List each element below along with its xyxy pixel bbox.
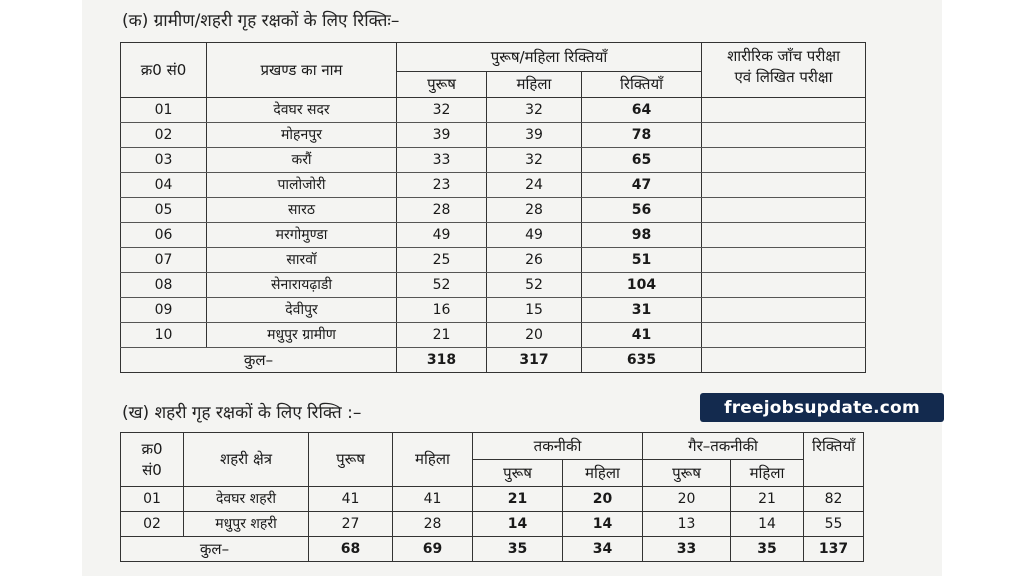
table-row	[121, 323, 866, 348]
table-row	[121, 487, 864, 512]
vacancies-cell: 51	[582, 248, 702, 273]
block-name-cell: मधुपुर ग्रामीण	[207, 323, 397, 348]
male-cell: 23	[397, 173, 487, 198]
total-exam-cell	[702, 348, 866, 373]
technical-female-cell: 20	[563, 487, 643, 512]
header-technical-male: पुरूष	[473, 460, 563, 487]
male-cell: 49	[397, 223, 487, 248]
block-name-cell: सारठ	[207, 198, 397, 223]
vacancies-cell: 31	[582, 298, 702, 323]
exam-cell	[702, 123, 866, 148]
total-label: कुल–	[121, 537, 309, 562]
female-cell: 52	[487, 273, 582, 298]
male-cell: 39	[397, 123, 487, 148]
technical-male-cell: 21	[473, 487, 563, 512]
block-name-cell: करौं	[207, 148, 397, 173]
male-cell: 25	[397, 248, 487, 273]
header-male: पुरूष	[309, 433, 393, 487]
total-non-technical-female: 35	[731, 537, 804, 562]
male-cell: 41	[309, 487, 393, 512]
header-non-technical-female: महिला	[731, 460, 804, 487]
block-name-cell: देवघर सदर	[207, 98, 397, 123]
female-cell: 49	[487, 223, 582, 248]
female-cell: 32	[487, 148, 582, 173]
non-technical-female-cell: 14	[731, 512, 804, 537]
vacancies-cell: 55	[804, 512, 864, 537]
female-cell: 41	[393, 487, 473, 512]
table-row	[121, 123, 866, 148]
total-technical-male: 35	[473, 537, 563, 562]
header-vacancies: रिक्तियाँ	[582, 72, 702, 98]
header-technical: तकनीकी	[473, 433, 643, 460]
female-cell: 24	[487, 173, 582, 198]
vacancies-cell: 65	[582, 148, 702, 173]
male-cell: 21	[397, 323, 487, 348]
vacancies-cell: 82	[804, 487, 864, 512]
table-row	[121, 148, 866, 173]
table-row	[121, 223, 866, 248]
header-male: पुरूष	[397, 72, 487, 98]
total-label: कुल–	[121, 348, 397, 373]
vacancies-cell: 47	[582, 173, 702, 198]
serial-cell: 10	[121, 323, 207, 348]
female-cell: 28	[487, 198, 582, 223]
total-vacancies: 137	[804, 537, 864, 562]
urban-area-cell: मधुपुर शहरी	[184, 512, 309, 537]
serial-cell: 03	[121, 148, 207, 173]
serial-cell: 08	[121, 273, 207, 298]
male-cell: 27	[309, 512, 393, 537]
header-serial	[121, 433, 184, 487]
watermark-badge: freejobsupdate.com	[700, 393, 944, 422]
header-serial-line2: सं0	[142, 460, 162, 479]
exam-cell	[702, 273, 866, 298]
header-exam-line1: शारीरिक जाँच परीक्षा	[727, 47, 840, 65]
female-cell: 20	[487, 323, 582, 348]
technical-male-cell: 14	[473, 512, 563, 537]
header-block-name: प्रखण्ड का नाम	[207, 43, 397, 98]
female-cell: 26	[487, 248, 582, 273]
header-vacancies: रिक्तियाँ	[804, 433, 864, 487]
vacancies-cell: 64	[582, 98, 702, 123]
vacancies-cell: 41	[582, 323, 702, 348]
exam-cell	[702, 198, 866, 223]
non-technical-female-cell: 21	[731, 487, 804, 512]
vacancies-cell: 78	[582, 123, 702, 148]
serial-cell: 07	[121, 248, 207, 273]
exam-cell	[702, 223, 866, 248]
total-male: 318	[397, 348, 487, 373]
female-cell: 39	[487, 123, 582, 148]
vacancies-cell: 98	[582, 223, 702, 248]
serial-cell: 09	[121, 298, 207, 323]
exam-cell	[702, 323, 866, 348]
header-non-technical-male: पुरूष	[643, 460, 731, 487]
serial-cell: 05	[121, 198, 207, 223]
vacancies-cell: 56	[582, 198, 702, 223]
male-cell: 52	[397, 273, 487, 298]
block-name-cell: सारवॉ	[207, 248, 397, 273]
header-male-female-vacancies: पुरूष/महिला रिक्तियाँ	[397, 43, 702, 72]
serial-cell: 02	[121, 512, 184, 537]
header-serial-line1: क्र0	[141, 439, 163, 458]
exam-cell	[702, 173, 866, 198]
serial-cell: 01	[121, 98, 207, 123]
male-cell: 28	[397, 198, 487, 223]
exam-cell	[702, 298, 866, 323]
block-name-cell: सेनारायढ़ाडी	[207, 273, 397, 298]
block-name-cell: मरगोमुण्डा	[207, 223, 397, 248]
male-cell: 33	[397, 148, 487, 173]
male-cell: 16	[397, 298, 487, 323]
serial-cell: 02	[121, 123, 207, 148]
table-row	[121, 198, 866, 223]
header-technical-female: महिला	[563, 460, 643, 487]
table-row	[121, 173, 866, 198]
urban-vacancy-table	[120, 432, 864, 562]
total-row	[121, 537, 864, 562]
total-non-technical-male: 33	[643, 537, 731, 562]
header-exam-line2: एवं लिखित परीक्षा	[734, 68, 833, 86]
total-female: 69	[393, 537, 473, 562]
serial-cell: 01	[121, 487, 184, 512]
header-female: महिला	[487, 72, 582, 98]
total-row	[121, 348, 866, 373]
exam-cell	[702, 148, 866, 173]
table-row	[121, 298, 866, 323]
serial-cell: 04	[121, 173, 207, 198]
section-a-heading: (क) ग्रामीण/शहरी गृह रक्षकों के लिए रिक्तिः–	[122, 11, 400, 31]
female-cell: 15	[487, 298, 582, 323]
total-male: 68	[309, 537, 393, 562]
table-row	[121, 273, 866, 298]
block-name-cell: पालोजोरी	[207, 173, 397, 198]
block-name-cell: मोहनपुर	[207, 123, 397, 148]
vacancies-cell: 104	[582, 273, 702, 298]
total-technical-female: 34	[563, 537, 643, 562]
total-vacancies: 635	[582, 348, 702, 373]
non-technical-male-cell: 13	[643, 512, 731, 537]
female-cell: 32	[487, 98, 582, 123]
male-cell: 32	[397, 98, 487, 123]
block-name-cell: देवीपुर	[207, 298, 397, 323]
table-row	[121, 512, 864, 537]
exam-cell	[702, 98, 866, 123]
rural-urban-vacancy-table	[120, 42, 866, 373]
header-serial: क्र0 सं0	[121, 43, 207, 98]
table-row	[121, 248, 866, 273]
serial-cell: 06	[121, 223, 207, 248]
header-female: महिला	[393, 433, 473, 487]
header-exam	[702, 43, 866, 98]
non-technical-male-cell: 20	[643, 487, 731, 512]
table-row	[121, 98, 866, 123]
urban-area-cell: देवघर शहरी	[184, 487, 309, 512]
header-non-technical: गैर–तकनीकी	[643, 433, 804, 460]
header-urban-area: शहरी क्षेत्र	[184, 433, 309, 487]
female-cell: 28	[393, 512, 473, 537]
total-female: 317	[487, 348, 582, 373]
exam-cell	[702, 248, 866, 273]
section-b-heading: (ख) शहरी गृह रक्षकों के लिए रिक्ति :–	[122, 403, 362, 423]
technical-female-cell: 14	[563, 512, 643, 537]
